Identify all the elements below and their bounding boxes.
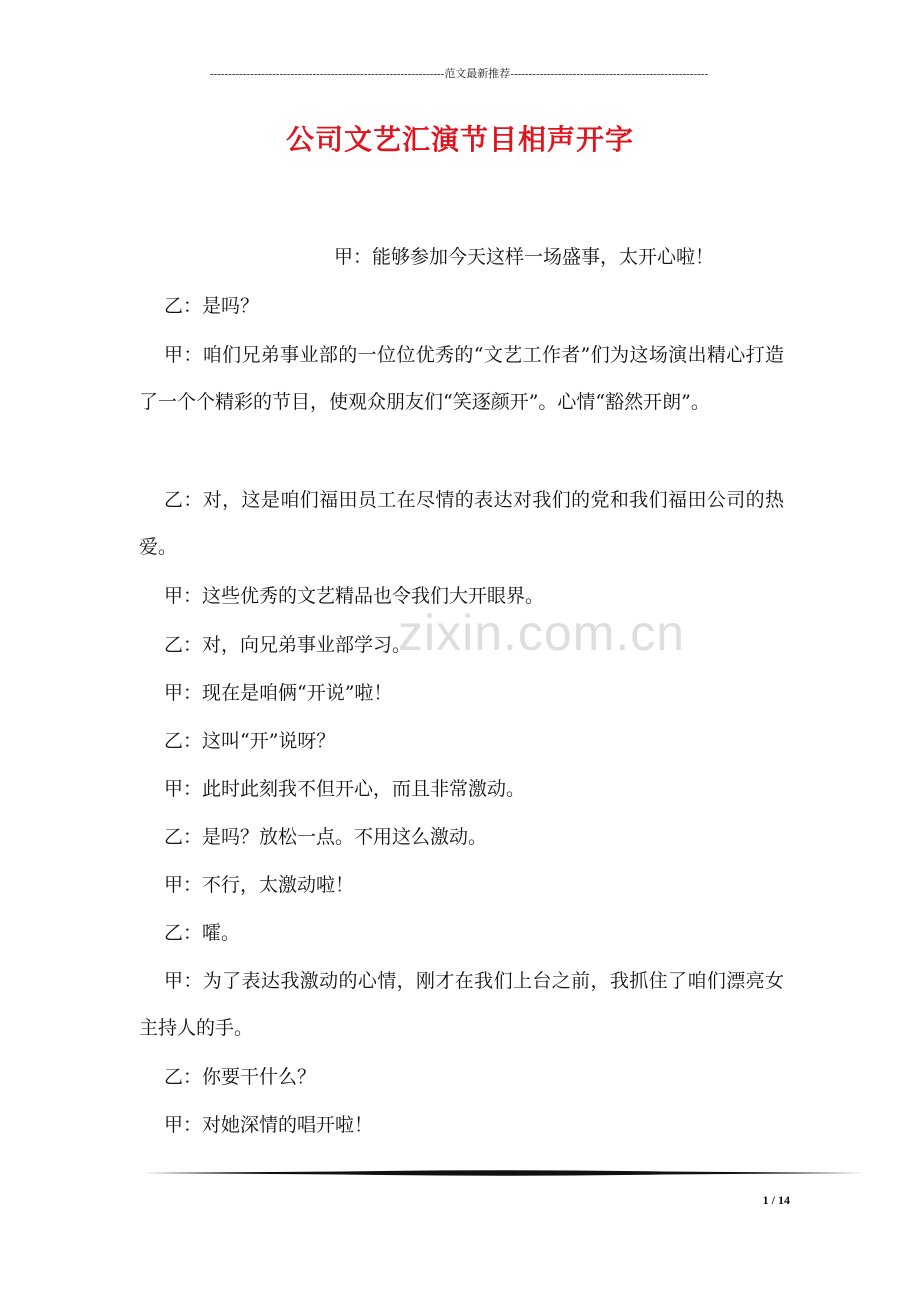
- dialogue-line: 乙：对，向兄弟事业部学习。: [164, 634, 412, 656]
- dialogue-line: 乙：这叫“开”说呀？: [164, 730, 336, 752]
- dialogue-line: 乙：对，这是咱们福田员工在尽情的表达对我们的党和我们福田公司的热爱。: [139, 489, 784, 558]
- dialogue-line: 甲：咱们兄弟事业部的一位位优秀的“文艺工作者”们为这场演出精心打造了一个个精彩的节目，使观众朋友们“笑逐颜开”。心情“豁然开朗”。: [139, 344, 784, 413]
- dialogue-line: 甲：为了表达我激动的心情，刚才在我们上台之前，我抓住了咱们漂亮女主持人的手。: [139, 970, 784, 1039]
- dialogue-line: 甲：不行，太激动啦！: [164, 874, 355, 896]
- dialogue-line: 乙：是吗？放松一点。不用这么激动。: [164, 826, 488, 848]
- dialogue-line: 乙：是吗？: [164, 295, 260, 317]
- dialogue-line: 甲：对她深情的唱开啦！: [164, 1114, 374, 1136]
- dialogue-line: 甲：此时此刻我不但开心，而且非常激动。: [164, 778, 526, 800]
- page-header: ----------------------------------------------------------------范文最新推荐------------------------------------------------------: [209, 68, 709, 80]
- dialogue-line: 乙：你要干什么？: [164, 1066, 317, 1088]
- dialogue-line: 甲：现在是咱俩“开说”啦！: [164, 682, 393, 704]
- dialogue-line: 甲：能够参加今天这样一场盛事，太开心啦！: [334, 246, 715, 268]
- page-number: 1 / 14: [762, 1193, 790, 1207]
- watermark: zixin.com.cn: [398, 605, 686, 661]
- dialogue-line: 乙：嚯。: [164, 922, 241, 944]
- footer-divider: [142, 1166, 864, 1180]
- document-title: 公司文艺汇演节目相声开字: [285, 123, 634, 156]
- dialogue-line: 甲：这些优秀的文艺精品也令我们大开眼界。: [164, 585, 545, 607]
